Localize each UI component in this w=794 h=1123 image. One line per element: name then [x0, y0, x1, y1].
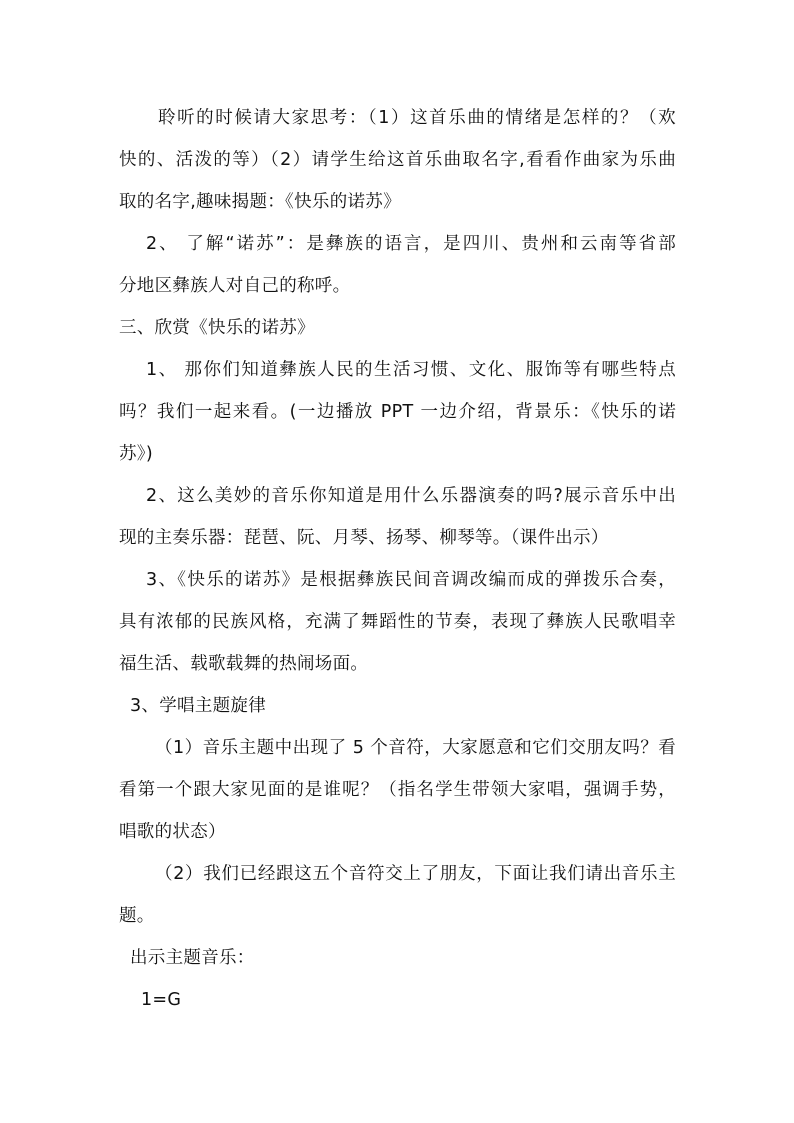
- paragraph-line: 吗？我们一起来看。(一边播放 PPT 一边介绍，背景乐：《快乐的诺: [119, 402, 676, 422]
- paragraph-line: 看第一个跟大家见面的是谁呢？（指名学生带领大家唱，强调手势，: [119, 780, 676, 800]
- paragraph-line: 3、《快乐的诺苏》是根据彝族民间音调改编而成的弹拨乐合奏，: [146, 570, 676, 590]
- paragraph-line: 题。: [119, 906, 155, 926]
- paragraph-line: （2）我们已经跟这五个音符交上了朋友，下面让我们请出音乐主: [155, 864, 676, 884]
- paragraph-line: 快的、活泼的等）（2）请学生给这首乐曲取名字,看看作曲家为乐曲: [119, 150, 676, 170]
- paragraph-line: 2、 了解“诺苏”：是彝族的语言，是四川、贵州和云南等省部: [146, 234, 676, 254]
- paragraph-line: 出示主题音乐：: [130, 948, 255, 968]
- paragraph-line: 现的主奏乐器：琵琶、阮、月琴、扬琴、柳琴等。（课件出示）: [119, 528, 609, 548]
- paragraph-line: 苏》): [119, 444, 153, 464]
- paragraph-line: 具有浓郁的民族风格，充满了舞蹈性的节奏，表现了彝族人民歌唱幸: [119, 612, 676, 632]
- section-heading: 三、欣赏《快乐的诺苏》: [119, 318, 315, 338]
- paragraph-line: 聆听的时候请大家思考：（1）这首乐曲的情绪是怎样的？（欢: [158, 108, 676, 128]
- paragraph-line: 2、这么美妙的音乐你知道是用什么乐器演奏的吗?展示音乐中出: [146, 486, 676, 506]
- paragraph-line: （1）音乐主题中出现了 5 个音符，大家愿意和它们交朋友吗？看: [155, 738, 676, 758]
- key-signature: 1=G: [141, 990, 182, 1010]
- paragraph-line: 福生活、载歌载舞的热闹场面。: [119, 654, 369, 674]
- paragraph-line: 1、 那你们知道彝族人民的生活习惯、文化、服饰等有哪些特点: [146, 360, 676, 380]
- paragraph-line: 唱歌的状态）: [119, 822, 226, 842]
- subsection-heading: 3、学唱主题旋律: [130, 696, 267, 716]
- paragraph-line: 分地区彝族人对自己的称呼。: [119, 276, 351, 296]
- paragraph-line: 取的名字,趣味揭题：《快乐的诺苏》: [119, 192, 401, 212]
